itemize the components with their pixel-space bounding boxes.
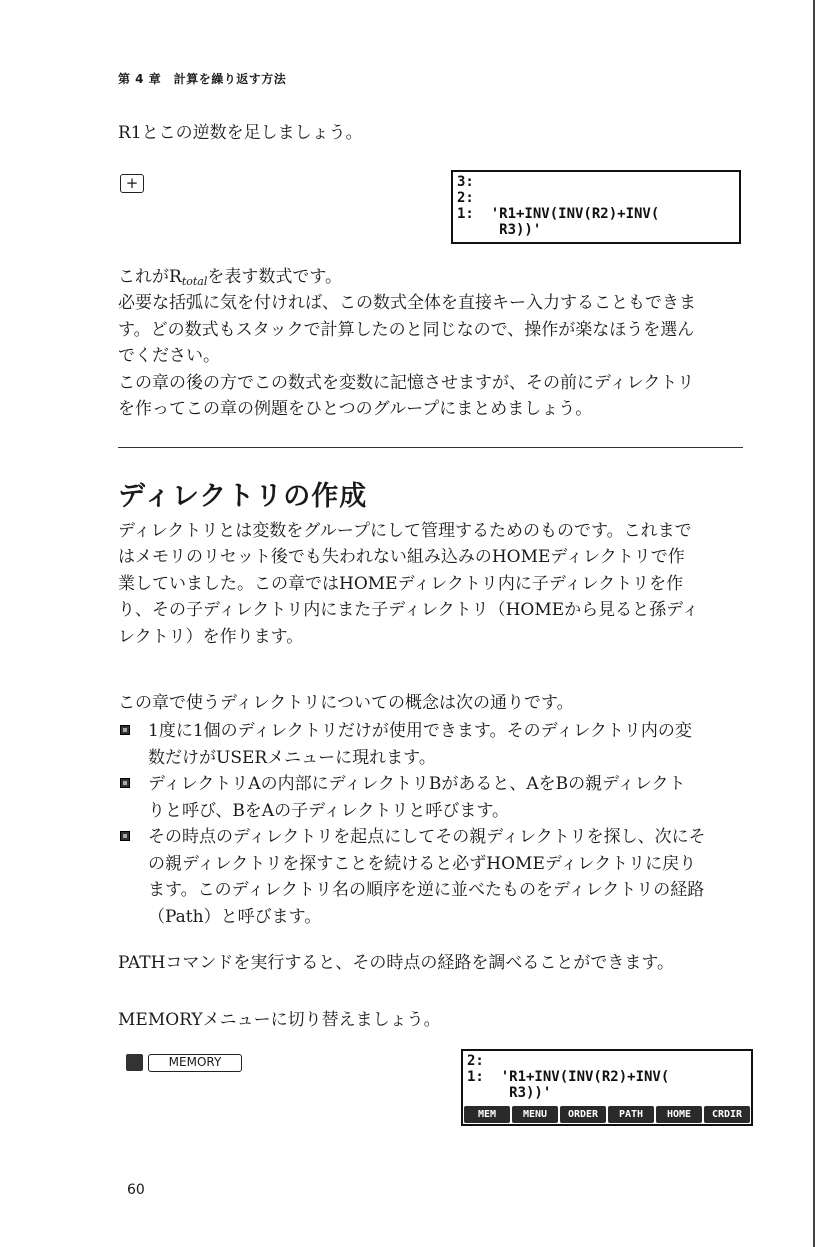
list-item: ディレクトリAの内部にディレクトリBがあると、AをBの親ディレクト りと呼び、BをAの子ディレクトリと呼びます。 bbox=[118, 771, 748, 824]
softkey-order[interactable]: ORDER bbox=[560, 1106, 606, 1123]
chapter-header: 第 4 章 計算を繰り返す方法 bbox=[118, 72, 287, 86]
softkey-menu bbox=[464, 1106, 750, 1123]
paragraph-line: 業していました。この章ではHOMEディレクトリ内に子ディレクトリを作 bbox=[118, 574, 684, 594]
paragraph-line: り、その子ディレクトリ内にまた子ディレクトリ（HOMEから見ると孫ディ bbox=[118, 600, 699, 620]
stack-level-1-continued: R3))' bbox=[457, 222, 542, 238]
list-item: 1度に1個のディレクトリだけが使用できます。そのディレクトリ内の変 数だけがUSERメニューに現れます。 bbox=[118, 718, 748, 771]
list-item: その時点のディレクトリを起点にしてその親ディレクトリを探し、次にそ の親ディレクトリを探すことを続けると必ずHOMEディレクトリに戻り ます。このディレクトリ名の順序を逆に並べたものをディレクトリの経路 （Path）と呼びます。 bbox=[118, 824, 748, 930]
memory-key[interactable]: MEMORY bbox=[148, 1054, 242, 1072]
shift-key-icon[interactable] bbox=[126, 1054, 143, 1071]
softkey-mem[interactable]: MEM bbox=[464, 1106, 510, 1123]
paragraph-line: ディレクトリとは変数をグループにして管理するためのものです。これまで bbox=[118, 521, 692, 541]
memory-menu-text: MEMORYメニューに切り替えましょう。 bbox=[118, 1010, 441, 1030]
section-divider bbox=[118, 447, 743, 448]
paragraph-line: でください。 bbox=[118, 346, 220, 366]
path-command-text: PATHコマンドを実行すると、その時点の経路を調べることができます。 bbox=[118, 953, 675, 973]
stack-level-1: 1: 'R1+INV(INV(R2)+INV( bbox=[457, 206, 660, 222]
bullet-icon bbox=[120, 725, 130, 735]
paragraph-line: を作ってこの章の例題をひとつのグループにまとめましょう。 bbox=[118, 399, 593, 419]
page-edge-rule bbox=[813, 0, 815, 1247]
stack-level-3: 3: bbox=[457, 174, 474, 190]
concept-list bbox=[118, 718, 748, 930]
softkey-crdir[interactable]: CRDIR bbox=[704, 1106, 750, 1123]
calculator-display-1 bbox=[451, 170, 741, 244]
paragraph-line: 必要な括弧に気を付ければ、この数式全体を直接キー入力することもできま bbox=[118, 293, 696, 313]
intro-text: R1とこの逆数を足しましょう。 bbox=[118, 123, 363, 143]
softkey-home[interactable]: HOME bbox=[656, 1106, 702, 1123]
stack-level-1: 1: 'R1+INV(INV(R2)+INV( bbox=[467, 1069, 670, 1085]
calculator-display-2 bbox=[461, 1049, 753, 1126]
stack-level-1-continued: R3))' bbox=[467, 1085, 552, 1101]
softkey-menu-item[interactable]: MENU bbox=[512, 1106, 558, 1123]
paragraph-line: この章の後の方でこの数式を変数に記憶させますが、その前にディレクトリ bbox=[118, 373, 695, 393]
stack-level-2: 2: bbox=[467, 1053, 484, 1069]
rtotal-subscript: total bbox=[181, 275, 208, 288]
concepts-intro: この章で使うディレクトリについての概念は次の通りです。 bbox=[118, 693, 574, 713]
bullet-icon bbox=[120, 778, 130, 788]
section-title: ディレクトリの作成 bbox=[118, 481, 368, 512]
softkey-path[interactable]: PATH bbox=[608, 1106, 654, 1123]
paragraph-line: レクトリ）を作ります。 bbox=[118, 627, 304, 647]
page-number: 60 bbox=[127, 1182, 145, 1198]
paragraph-line: はメモリのリセット後でも失われない組み込みのHOMEディレクトリで作 bbox=[118, 547, 685, 567]
rtotal-line: これが$R_{total}$を表す数式です。 bbox=[118, 267, 342, 288]
stack-level-2: 2: bbox=[457, 190, 474, 206]
paragraph-line: す。どの数式もスタックで計算したのと同じなので、操作が楽なほうを選ん bbox=[118, 320, 695, 340]
bullet-icon bbox=[120, 831, 130, 841]
plus-key[interactable]: + bbox=[120, 174, 144, 193]
